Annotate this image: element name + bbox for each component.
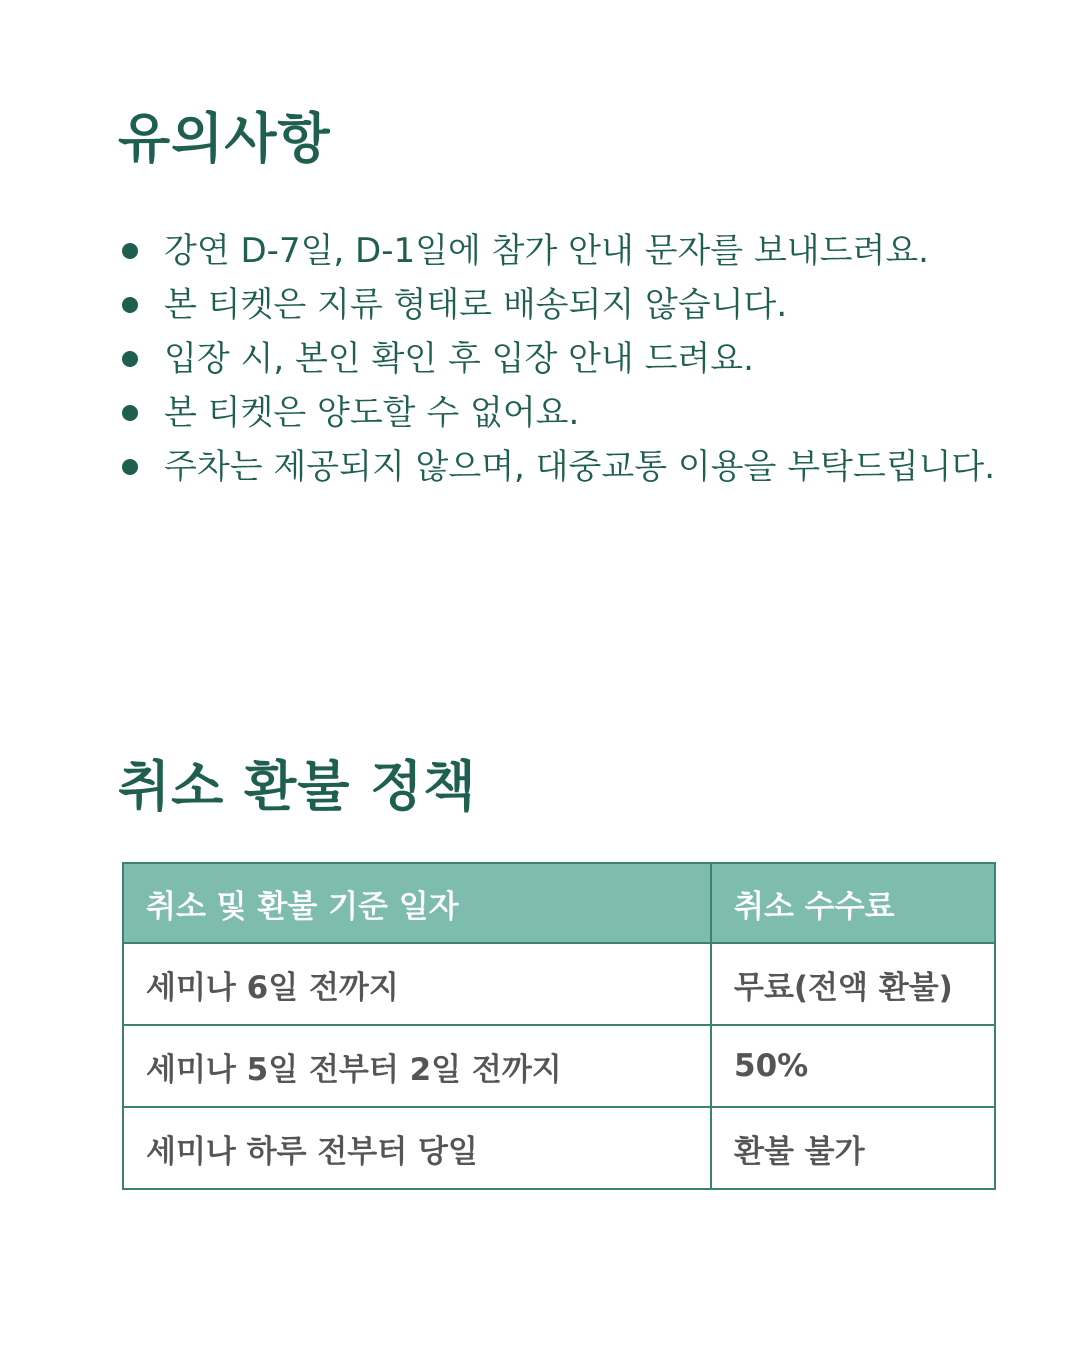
notice-title: 유의사항 (118, 107, 331, 170)
notice-item (118, 440, 1058, 494)
notice-item-text: 본 티켓은 양도할 수 없어요. (164, 393, 580, 433)
bullet-icon (122, 459, 138, 475)
notice-item-text: 본 티켓은 지류 형태로 배송되지 않습니다. (164, 285, 788, 325)
refund-policy-table (122, 862, 996, 1190)
bullet-icon (122, 297, 138, 313)
notice-item (118, 332, 1058, 386)
refund-policy-title: 취소 환불 정책 (118, 755, 477, 818)
header-cancel-date: 취소 및 환불 기준 일자 (123, 863, 711, 943)
bullet-icon (122, 351, 138, 367)
cell-period: 세미나 하루 전부터 당일 (123, 1107, 711, 1189)
cell-period: 세미나 6일 전까지 (123, 943, 711, 1025)
table-row (123, 943, 995, 1025)
bullet-icon (122, 405, 138, 421)
cell-fee: 50% (711, 1025, 995, 1107)
notice-item (118, 224, 1058, 278)
cell-fee: 환불 불가 (711, 1107, 995, 1189)
notice-item-text: 주차는 제공되지 않으며, 대중교통 이용을 부탁드립니다. (164, 447, 996, 487)
table-row (123, 1107, 995, 1189)
cell-fee: 무료(전액 환불) (711, 943, 995, 1025)
header-cancel-fee: 취소 수수료 (711, 863, 995, 943)
notice-item (118, 386, 1058, 440)
table-row (123, 1025, 995, 1107)
bullet-icon (122, 243, 138, 259)
notice-list (118, 224, 1058, 494)
cell-period: 세미나 5일 전부터 2일 전까지 (123, 1025, 711, 1107)
notice-item (118, 278, 1058, 332)
notice-item-text: 강연 D-7일, D-1일에 참가 안내 문자를 보내드려요. (164, 231, 929, 271)
table-header-row (123, 863, 995, 943)
notice-item-text: 입장 시, 본인 확인 후 입장 안내 드려요. (164, 339, 754, 379)
